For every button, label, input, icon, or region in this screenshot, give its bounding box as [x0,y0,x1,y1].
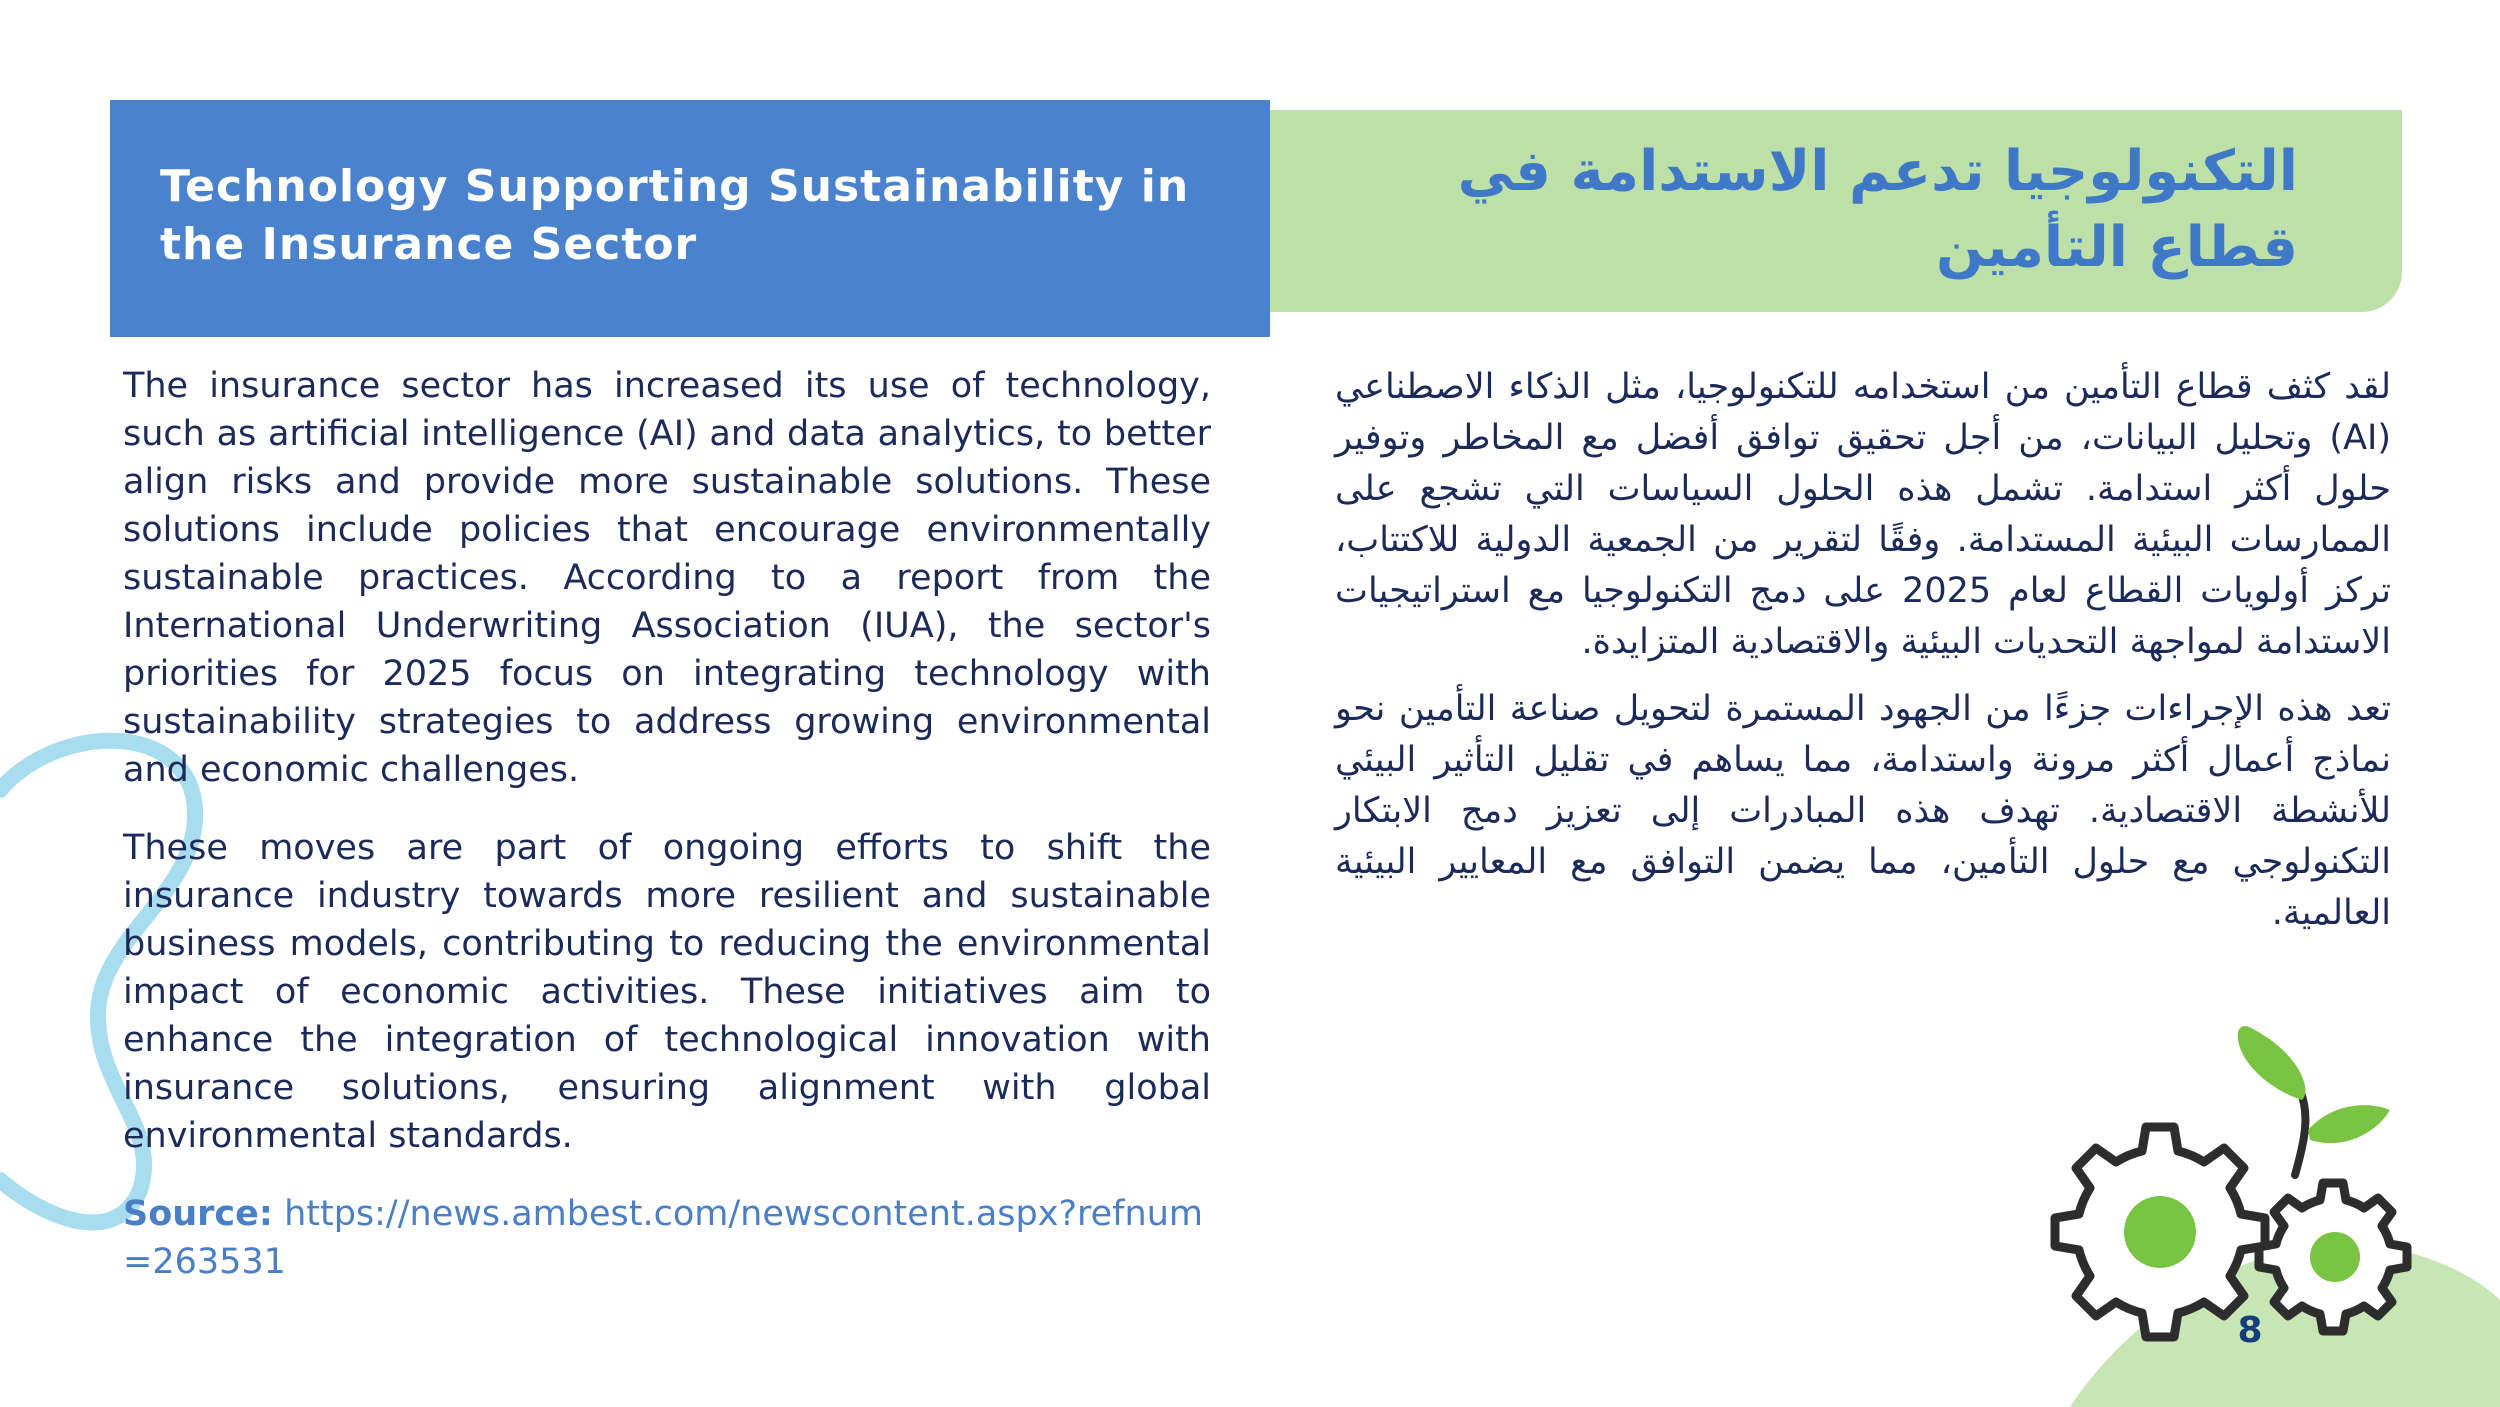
source-citation [123,1190,1211,1286]
arabic-title-banner [1270,110,2402,312]
arabic-paragraph: تعد هذه الإجراءات جزءًا من الجهود المستمرة لتحويل صناعة التأمين نحو نماذج أعمال أكثر مرونة واستدامة، مما يساهم في تقليل التأثير البيئي للأنشطة الاقتصادية. تهدف هذه المبادرات إلى تعزيز دمج الابتكار التكنولوجي مع حلول التأمين، مما يضمن التوافق مع المعايير البيئية العالمية. [1335,689,2391,933]
english-paragraph: These moves are part of ongoing efforts to shift the insurance industry towards more resilient and sustainable business models, contributing to reducing the environmental impact of economic activities. These initiatives aim to enhance the integration of technological innovation with insurance solutions, ensuring alignment with global environmental standards. [123,828,1211,1156]
arabic-body [1335,362,2391,955]
arabic-title: التكنولوجيا تدعم الاستدامة في قطاع التأمين [1457,139,2298,280]
arabic-paragraph: لقد كثف قطاع التأمين من استخدامه للتكنولوجيا، مثل الذكاء الاصطناعي (AI) وتحليل البيانات، من أجل تحقيق توافق أفضل مع المخاطر وتوفير حلول أكثر استدامة. تشمل هذه الحلول السياسات التي تشجع على الممارسات البيئية المستدامة. وفقًا لتقرير من الجمعية الدولية للاكتتاب، تركز أولويات القطاع لعام 2025 على دمج التكنولوجيا مع استراتيجيات الاستدامة لمواجهة التحديات البيئية والاقتصادية المتزايدة. [1335,367,2391,662]
english-title: Technology Supporting Sustainability in the Insurance Sector [160,161,1190,270]
english-title-banner [110,100,1270,337]
page-number: 8 [2237,1310,2263,1351]
english-paragraph: The insurance sector has increased its use of technology, such as artificial intelligence (AI) and data analytics, to better align risks and provide more sustainable solutions. These solutions include policies that encourage environmentally sustainable practices. According to a report from the International Underwriting Association (IUA), the sector's priorities for 2025 focus on integrating technology with sustainability strategies to address growing environmental and economic challenges. [123,366,1211,790]
english-body [123,362,1211,1286]
source-label: Source: [123,1194,273,1234]
source-link[interactable]: https://news.ambest.com/newscontent.aspx?refnum=263531 [123,1194,1203,1282]
